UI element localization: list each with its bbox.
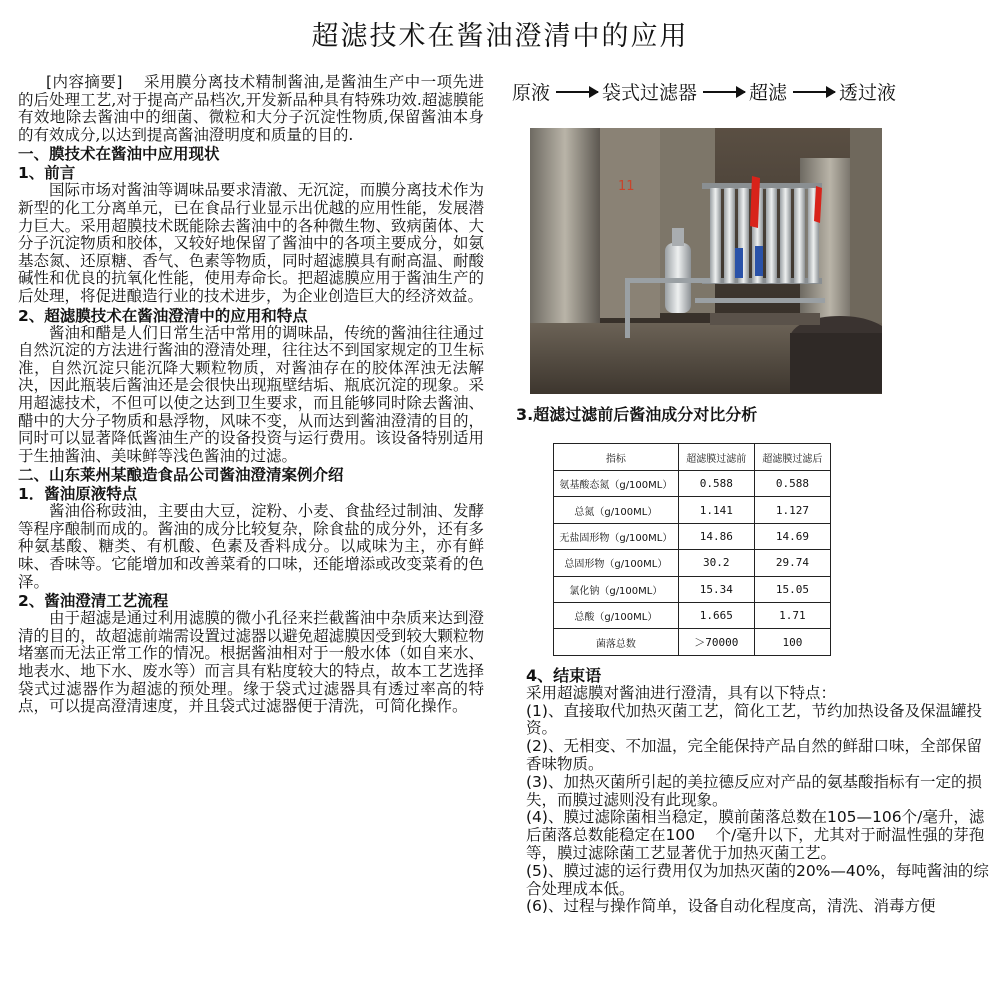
section2-sub1-heading: 1．酱油原液特点 xyxy=(18,485,138,504)
right-column xyxy=(526,667,994,916)
table-cell: 1.127 xyxy=(754,497,830,523)
table-row xyxy=(554,576,831,602)
flow-step-bag-filter: 袋式过滤器 xyxy=(602,82,698,104)
abstract-label: [内容摘要] xyxy=(46,73,123,91)
flow-step-ultrafiltration: 超滤 xyxy=(749,82,788,104)
table-cell: 1.665 xyxy=(678,602,754,628)
table-cell: 30.2 xyxy=(678,550,754,576)
table-cell: 总氮（g/100ML） xyxy=(554,497,679,523)
section3-heading: 3.超滤过滤前后酱油成分对比分析 xyxy=(516,405,758,424)
conclusion-point: (2)、无相变、不加温，完全能保持产品自然的鲜甜口味，全部保留香味物质。 xyxy=(526,737,982,773)
section1-sub2-heading: 2、超滤膜技术在酱油澄清中的应用和特点 xyxy=(18,306,308,325)
abstract-text: 采用膜分离技术精制酱油,是酱油生产中一项先进的后处理工艺,对于提高产品档次,开发新品种具有特殊功效.超滤膜能有效地除去酱油中的细菌、微粒和大分子沉淀性物质,保留酱油本身的有效成分,以达到提高酱油澄明度和质量的目的. xyxy=(18,73,484,144)
flow-step-raw: 原液 xyxy=(512,82,551,104)
table-cell: 15.34 xyxy=(678,576,754,602)
table-cell: 14.86 xyxy=(678,523,754,549)
conclusion-point: (1)、直接取代加热灭菌工艺，简化工艺，节约加热设备及保温罐投资。 xyxy=(526,701,982,738)
table-cell: 0.588 xyxy=(754,471,830,497)
table-cell: 14.69 xyxy=(754,523,830,549)
table-cell: 0.588 xyxy=(678,471,754,497)
left-column xyxy=(18,74,484,716)
table-cell: 总固形物（g/100ML） xyxy=(554,550,679,576)
flow-step-permeate: 透过液 xyxy=(839,82,897,104)
table-header: 超滤膜过滤后 xyxy=(754,444,830,471)
arrow-right-icon xyxy=(556,91,598,93)
section2-sub2-text: 由于超滤是通过利用滤膜的微小孔径来拦截酱油中杂质来达到澄清的目的，故超滤前端需设置过滤器以避免超滤膜因受到较大颗粒物堵塞而无法正常工作的情况。根据酱油相对于一般水体（如自来水、地表水、地下水、废水等）而言具有粘度较大的特点，故本工艺选择袋式过滤器作为超滤的预处理。缘于袋式过滤器具有透过率高的特点，可以提高澄清速度，并且袋式过滤器便于清洗，可简化操作。 xyxy=(18,609,484,716)
section4-intro: 采用超滤膜对酱油进行澄清，具有以下特点： xyxy=(526,683,837,702)
table-header-row xyxy=(554,444,831,471)
conclusion-point: (6)、过程与操作简单，设备自动化程度高，清洗、消毒方便 xyxy=(526,897,936,916)
section1-sub2-text: 酱油和醋是人们日常生活中常用的调味品，传统的酱油往往通过自然沉淀的方法进行酱油的澄清处理，往往达不到国家规定的卫生标准，自然沉淀只能沉降大颗粒物质，对酱油存在的胶体浑浊无法解决，因此瓶装后酱油还是会很快出现瓶壁结垢、瓶底沉淀的现象。采用超滤技术，不但可以使之达到卫生要求，而且能够同时除去酱油、醋中的大分子物质和悬浮物，风味不变，从而达到酱油澄清的目的，同时可以显著降低酱油生产的设备投资与运行费用。该设备特别适用于生抽酱油、美味鲜等浅色酱油的过滤。 xyxy=(18,323,484,465)
table-cell: 菌落总数 xyxy=(554,629,679,655)
section4-heading: 4、结束语 xyxy=(526,666,602,685)
table-header: 指标 xyxy=(554,444,679,471)
table-row xyxy=(554,629,831,655)
table-row xyxy=(554,550,831,576)
equipment-photo xyxy=(530,128,882,394)
table-row xyxy=(554,523,831,549)
conclusion-point: (3)、加热灭菌所引起的美拉德反应对产品的氨基酸指标有一定的损失，而膜过滤则没有此现象。 xyxy=(526,772,982,809)
comparison-table xyxy=(553,443,831,656)
table-row xyxy=(554,471,831,497)
photo-label: 11 xyxy=(618,179,635,194)
table-cell: 无盐固形物（g/100ML） xyxy=(554,523,679,549)
arrow-right-icon xyxy=(793,91,835,93)
table-cell: 氨基酸态氮（g/100ML） xyxy=(554,471,679,497)
conclusion-point: (5)、膜过滤的运行费用仅为加热灭菌的20%—40%，每吨酱油的综合处理成本低。 xyxy=(526,861,989,898)
table-cell: 氯化钠（g/100ML） xyxy=(554,576,679,602)
table-cell: 1.141 xyxy=(678,497,754,523)
abstract xyxy=(18,74,484,144)
conclusion-point: (4)、膜过滤除菌相当稳定，膜前菌落总数在105—106个/毫升，滤后菌落总数能稳定在100 个/毫升以下，尤其对于耐温性强的芽孢等，膜过滤除菌工艺显著优于加热灭菌工艺。 xyxy=(526,808,985,862)
arrow-right-icon xyxy=(703,91,745,93)
section1-sub1-heading: 1、前言 xyxy=(18,164,76,183)
section1-heading: 一、膜技术在酱油中应用现状 xyxy=(18,145,220,164)
table-cell: ＞70000 xyxy=(678,629,754,655)
page-title: 超滤技术在酱油澄清中的应用 xyxy=(311,21,689,52)
section2-sub1-text: 酱油俗称豉油，主要由大豆，淀粉、小麦、食盐经过制油、发酵等程序酿制而成的。酱油的成分比较复杂，除食盐的成分外，还有多种氨基酸、糖类、有机酸、色素及香料成分。以咸味为主，亦有鲜味、香味等。它能增加和改善菜肴的口味，还能增添或改变菜肴的色泽。 xyxy=(18,502,484,591)
process-flow xyxy=(512,78,896,105)
table-row xyxy=(554,602,831,628)
table-header: 超滤膜过滤前 xyxy=(678,444,754,471)
table-cell: 1.71 xyxy=(754,602,830,628)
section2-heading: 二、山东莱州某酿造食品公司酱油澄清案例介绍 xyxy=(18,466,344,485)
table-cell: 100 xyxy=(754,629,830,655)
table-cell: 29.74 xyxy=(754,550,830,576)
section2-sub2-heading: 2、酱油澄清工艺流程 xyxy=(18,592,169,611)
table-cell: 总酸（g/100ML） xyxy=(554,602,679,628)
industrial-equipment-icon xyxy=(530,128,882,394)
table-cell: 15.05 xyxy=(754,576,830,602)
section1-sub1-text: 国际市场对酱油等调味品要求清澈、无沉淀，而膜分离技术作为新型的化工分离单元，已在食品行业显示出优越的应用性能，发展潜力巨大。采用超膜技术既能除去酱油中的各种微生物、致病菌体、大分子沉淀物质和胶体，又较好地保留了酱油中的各项主要成分，如氨基态氮、还原糖、香气、色素等物质，同时超滤膜具有耐高温、耐酸碱性和优良的抗氧化性能，使用寿命长。把超滤膜应用于酱油生产的后处理，将促进酿造行业的技术进步，为企业创造巨大的经济效益。 xyxy=(18,181,484,305)
table-row xyxy=(554,497,831,523)
